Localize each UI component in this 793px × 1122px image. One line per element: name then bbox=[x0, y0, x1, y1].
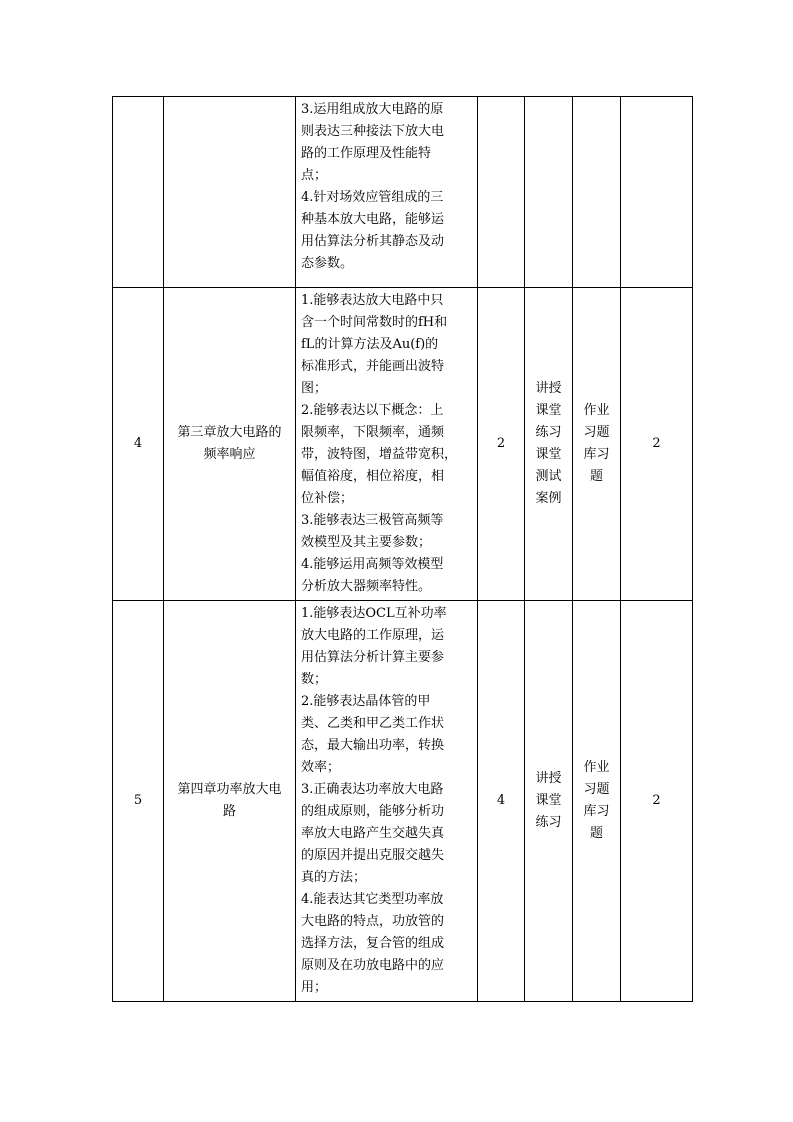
content-line: 2.能够表达以下概念：上 bbox=[301, 403, 444, 418]
last-cell: 2 bbox=[621, 601, 693, 1002]
content-line: 的组成原则，能够分析功 bbox=[301, 804, 445, 819]
hours-cell: 4 bbox=[478, 601, 525, 1002]
content-line: 选择方法，复合管的组成 bbox=[301, 936, 445, 951]
method-cell bbox=[525, 601, 573, 1002]
content-line: 4.针对场效应管组成的三 bbox=[301, 190, 444, 205]
content-line: 点； bbox=[301, 168, 328, 183]
homework-cell bbox=[573, 288, 621, 601]
content-line: 分析放大器频率特性。 bbox=[301, 579, 432, 594]
chapter-line: 第三章放大电路的 bbox=[177, 425, 282, 440]
content-line: 3.运用组成放大电路的原 bbox=[301, 102, 444, 117]
row-number: 5 bbox=[113, 601, 164, 1002]
content-line: 率放大电路产生交越失真 bbox=[301, 826, 445, 841]
content-line: 1.能够表达OCL互补功率 bbox=[301, 606, 447, 621]
homework-line: 习题 bbox=[583, 782, 610, 797]
method-line: 练习 bbox=[535, 425, 562, 440]
homework-line: 作业 bbox=[583, 760, 610, 775]
content-line: 放大电路的工作原理，运 bbox=[301, 628, 445, 643]
content-line: 效模型及其主要参数； bbox=[301, 535, 432, 550]
hours-cell: 2 bbox=[478, 288, 525, 601]
content-line: 态参数。 bbox=[301, 256, 354, 271]
content-line: 的原因并提出克服交越失 bbox=[301, 848, 445, 863]
content-line: 2.能够表达晶体管的甲 bbox=[301, 694, 431, 709]
chapter-line: 路 bbox=[222, 804, 236, 819]
method-line: 练习 bbox=[535, 815, 562, 830]
homework-cell bbox=[573, 601, 621, 1002]
content-line: fL的计算方法及Au(f)的 bbox=[301, 337, 439, 352]
chapter-cell bbox=[164, 97, 296, 288]
last-cell: 2 bbox=[621, 288, 693, 601]
content-cell bbox=[296, 288, 478, 601]
chapter-cell bbox=[164, 288, 296, 601]
content-cell bbox=[296, 97, 478, 288]
content-line: 数； bbox=[301, 672, 328, 687]
content-line: 大电路的特点，功放管的 bbox=[301, 914, 445, 929]
method-line: 讲授 bbox=[535, 381, 562, 396]
chapter-cell bbox=[164, 601, 296, 1002]
chapter-line: 第四章功率放大电 bbox=[177, 782, 282, 797]
method-line: 讲授 bbox=[535, 771, 562, 786]
method-line: 测试 bbox=[535, 469, 562, 484]
content-line: 4.能表达其它类型功率放 bbox=[301, 892, 444, 907]
content-line: 用； bbox=[301, 980, 328, 995]
content-line: 图； bbox=[301, 381, 328, 396]
content-line: 类、乙类和甲乙类工作状 bbox=[301, 716, 445, 731]
table-row bbox=[113, 97, 693, 288]
method-line: 案例 bbox=[535, 491, 562, 506]
content-line: 效率； bbox=[301, 760, 341, 775]
content-line: 幅值裕度，相位裕度，相 bbox=[301, 469, 445, 484]
content-line: 3.正确表达功率放大电路 bbox=[301, 782, 444, 797]
hours-cell bbox=[478, 97, 525, 288]
content-line: 4.能够运用高频等效模型 bbox=[301, 557, 444, 572]
homework-line: 作业 bbox=[583, 403, 610, 418]
table-row bbox=[113, 601, 693, 1002]
content-line: 态，最大输出功率，转换 bbox=[301, 738, 445, 753]
content-line: 则表达三种接法下放大电 bbox=[301, 124, 445, 139]
method-cell bbox=[525, 288, 573, 601]
content-line: 路的工作原理及性能特 bbox=[301, 146, 432, 161]
method-line: 课堂 bbox=[535, 403, 562, 418]
content-line: 种基本放大电路，能够运 bbox=[301, 212, 445, 227]
content-line: 1.能够表达放大电路中只 bbox=[301, 293, 444, 308]
row-number: 4 bbox=[113, 288, 164, 601]
homework-line: 库习 bbox=[583, 447, 610, 462]
chapter-line: 频率响应 bbox=[203, 447, 256, 462]
last-cell bbox=[621, 97, 693, 288]
syllabus-table bbox=[112, 96, 693, 1002]
content-line: 标准形式，并能画出波特 bbox=[301, 359, 445, 374]
content-line: 位补偿； bbox=[301, 491, 354, 506]
content-line: 用估算法分析计算主要参 bbox=[301, 650, 445, 665]
row-number bbox=[113, 97, 164, 288]
content-line: 含一个时间常数时的fH和 bbox=[301, 315, 448, 330]
homework-line: 库习 bbox=[583, 804, 610, 819]
homework-line: 题 bbox=[589, 469, 603, 484]
content-line: 限频率，下限频率，通频 bbox=[301, 425, 445, 440]
content-line: 用估算法分析其静态及动 bbox=[301, 234, 445, 249]
method-line: 课堂 bbox=[535, 447, 562, 462]
content-line: 原则及在功放电路中的应 bbox=[301, 958, 445, 973]
content-line: 3.能够表达三极管高频等 bbox=[301, 513, 444, 528]
homework-line: 题 bbox=[589, 826, 603, 841]
content-line: 真的方法； bbox=[301, 870, 367, 885]
homework-cell bbox=[573, 97, 621, 288]
method-cell bbox=[525, 97, 573, 288]
table-row bbox=[113, 288, 693, 601]
homework-line: 习题 bbox=[583, 425, 610, 440]
method-line: 课堂 bbox=[535, 793, 562, 808]
content-cell bbox=[296, 601, 478, 1002]
content-line: 带，波特图，增益带宽积， bbox=[301, 447, 458, 462]
